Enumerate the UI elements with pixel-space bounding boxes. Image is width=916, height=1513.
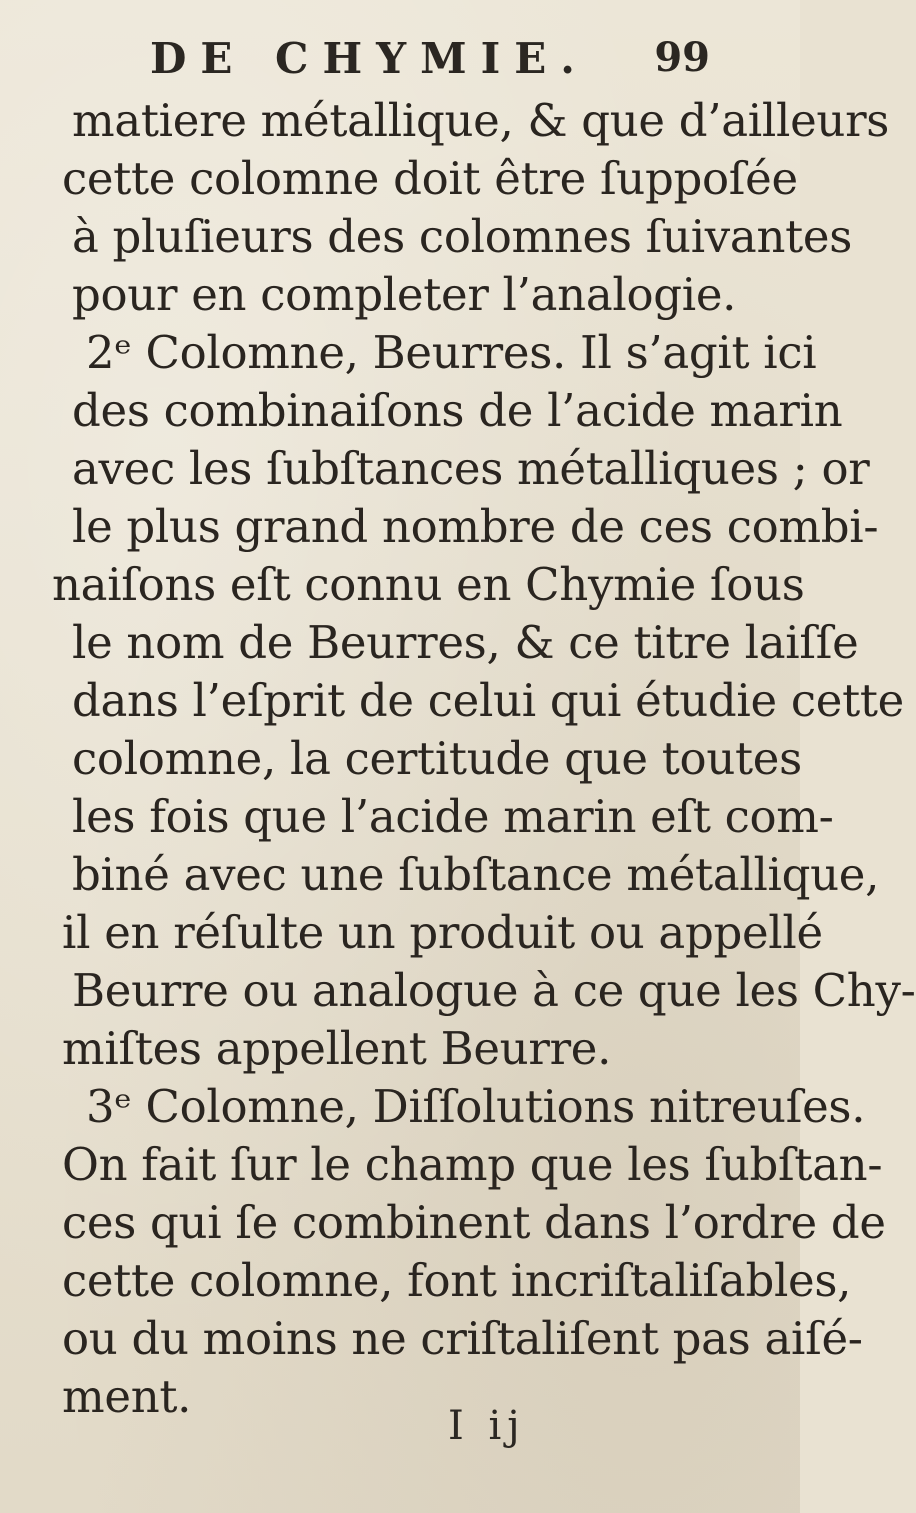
- text-line: biné avec une ſubſtance métallique,: [72, 848, 880, 901]
- body-text: [52, 92, 916, 1426]
- text-line: cette colomne, font incriſtaliſables,: [62, 1254, 852, 1307]
- text-line: à pluſieurs des colomnes ſuivantes: [72, 210, 853, 263]
- text-line: naiſons eſt connu en Chymie ſous: [52, 558, 805, 611]
- page-number: 99: [654, 34, 710, 81]
- text-line: les fois que l’acide marin eſt com-: [72, 790, 834, 843]
- running-head: DE CHYMIE.: [150, 34, 589, 83]
- text-line: ces qui ſe combinent dans l’ordre de: [62, 1196, 886, 1249]
- text-line: des combinaiſons de l’acide marin: [72, 384, 843, 437]
- text-line: 3ᵉ Colomne, Diſſolutions nitreuſes.: [86, 1080, 866, 1133]
- text-line: le nom de Beurres, & ce titre laiſſe: [72, 616, 859, 669]
- signature-mark: I ij: [448, 1403, 526, 1449]
- text-line: ment.: [62, 1370, 192, 1423]
- text-line: matiere métallique, & que d’ailleurs: [72, 94, 890, 147]
- text-line: le plus grand nombre de ces combi-: [72, 500, 879, 553]
- text-line: il en réſulte un produit ou appellé: [62, 906, 823, 959]
- text-line: On fait ſur le champ que les ſubſtan-: [62, 1138, 883, 1191]
- text-line: dans l’eſprit de celui qui étudie cette: [72, 674, 904, 727]
- text-line: avec les ſubſtances métalliques ; or: [72, 442, 870, 495]
- page-header: [150, 34, 710, 90]
- text-line: colomne, la certitude que toutes: [72, 732, 802, 785]
- text-line: cette colomne doit être ſuppoſée: [62, 152, 798, 205]
- text-line: pour en completer l’analogie.: [72, 268, 737, 321]
- text-line: miſtes appellent Beurre.: [62, 1022, 612, 1075]
- text-line: Beurre ou analogue à ce que les Chy-: [72, 964, 916, 1017]
- text-line: 2ᵉ Colomne, Beurres. Il s’agit ici: [86, 326, 817, 379]
- text-line: ou du moins ne criſtaliſent pas aiſé-: [62, 1312, 863, 1365]
